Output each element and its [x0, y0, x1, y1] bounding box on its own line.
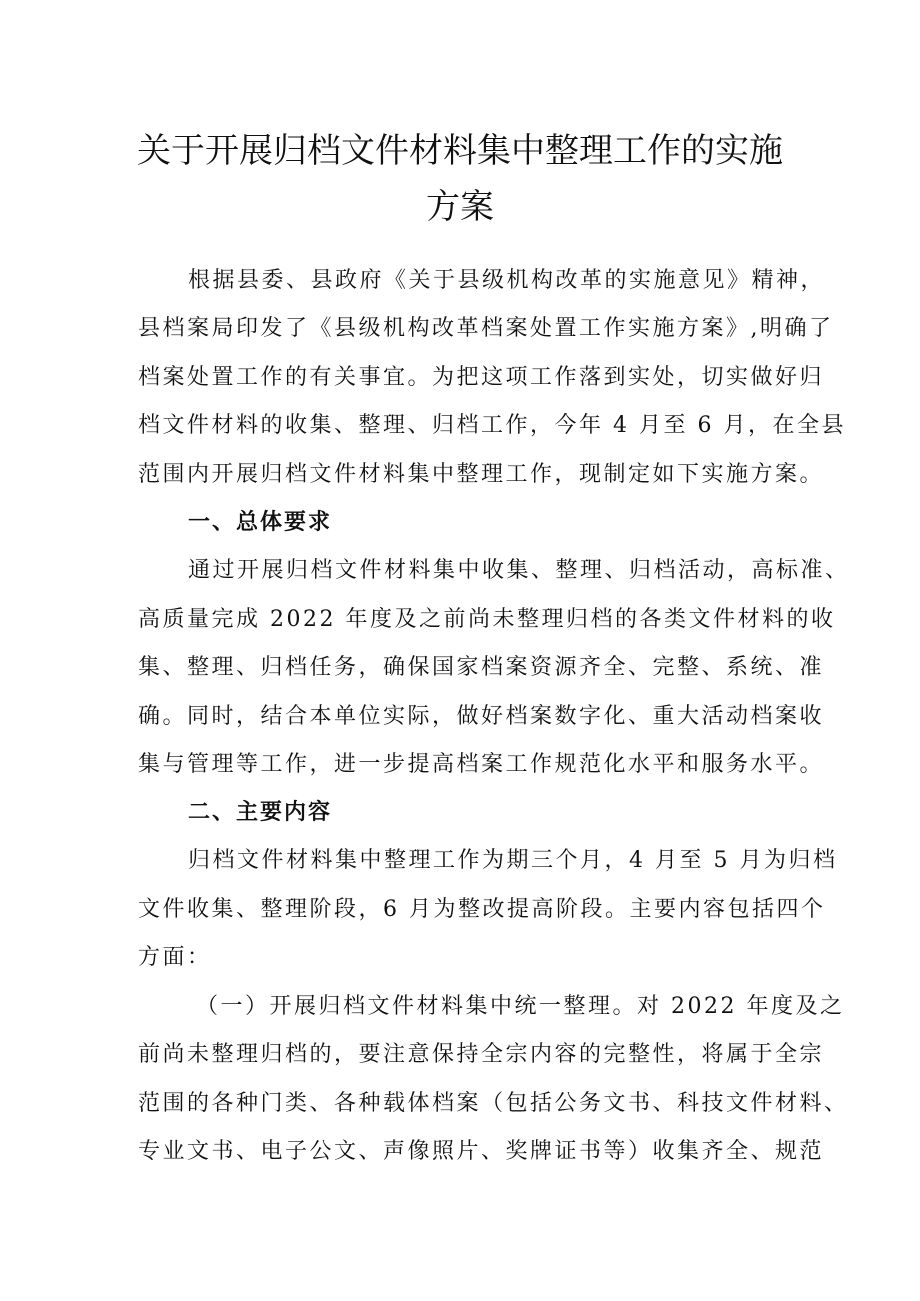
section1-line-1: 通过开展归档文件材料集中收集、整理、归档活动，高标准、 — [188, 558, 850, 583]
intro-line-4: 档文件材料的收集、整理、归档工作，今年 4 月至 6 月，在全县 — [138, 413, 846, 438]
subsection1-line-3: 范围的各种门类、各种载体档案（包括公务文书、科技文件材料、 — [138, 1091, 849, 1116]
intro-line-5: 范围内开展归档文件材料集中整理工作，现制定如下实施方案。 — [138, 462, 825, 487]
subsection1-line-1: （一）开展归档文件材料集中统一整理。对 2022 年度及之 — [196, 994, 845, 1019]
section-heading-main-content: 二、主要内容 — [188, 800, 333, 825]
section2-line-1: 归档文件材料集中整理工作为期三个月，4 月至 5 月为归档 — [188, 848, 838, 873]
subsection1-line-4: 专业文书、电子公文、声像照片、奖牌证书等）收集齐全、规范 — [138, 1139, 825, 1164]
section1-line-2: 高质量完成 2022 年度及之前尚未整理归档的各类文件材料的收 — [138, 607, 836, 632]
section1-line-5: 集与管理等工作，进一步提高档案工作规范化水平和服务水平。 — [138, 752, 825, 777]
section1-line-4: 确。同时，结合本单位实际，做好档案数字化、重大活动档案收 — [138, 704, 825, 729]
intro-line-2: 县档案局印发了《县级机构改革档案处置工作实施方案》,明确了 — [138, 316, 834, 341]
section-heading-general-requirements: 一、总体要求 — [188, 510, 333, 535]
section2-line-2: 文件收集、整理阶段，6 月为整改提高阶段。主要内容包括四个 — [138, 897, 826, 922]
intro-line-3: 档案处置工作的有关事宜。为把这项工作落到实处，切实做好归 — [138, 365, 825, 390]
intro-line-1: 根据县委、县政府《关于县级机构改革的实施意见》精神， — [188, 268, 826, 293]
section1-line-3: 集、整理、归档任务，确保国家档案资源齐全、完整、系统、准 — [138, 655, 825, 680]
document-title-line-2: 方案 — [426, 187, 494, 227]
document-title-line-1: 关于开展归档文件材料集中整理工作的实施 — [137, 131, 783, 171]
subsection1-line-2: 前尚未整理归档的，要注意保持全宗内容的完整性，将属于全宗 — [138, 1042, 825, 1067]
section2-line-3: 方面： — [138, 945, 212, 970]
